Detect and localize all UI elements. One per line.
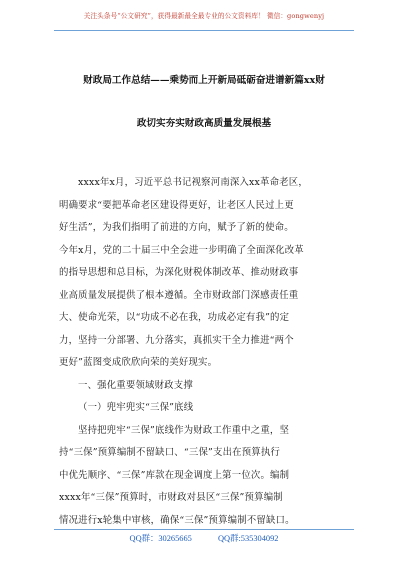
body-line: 更好”蓝图变成欣欣向荣的美好现实。 <box>59 357 218 368</box>
body-line: 中优先顺序、“三保”库款在现金调度上第一位次。编制 <box>59 469 290 481</box>
subsection-heading: （一）兜牢兜实“三保”底线 <box>78 402 194 413</box>
section-heading: 一、强化重要领域财政支撑 <box>78 379 193 391</box>
body-line: xxxx年x月，习近平总书记视察河南深入xx革命老区， <box>78 177 308 188</box>
footer <box>54 533 354 545</box>
document-title-line-1: 财政局工作总结——乘势而上开新局砥砺奋进谱新篇xx财 <box>83 75 325 86</box>
body-line: 明确要求“要把革命老区建设得更好，让老区人民过上更 <box>59 199 294 211</box>
promo-banner: 关注头条号“公文研究”，获得最新最全最专业的公文资料库！ 微信：gongwenyj <box>83 12 325 20</box>
footer-qq-group-2: QQ群:535304092 <box>217 534 279 543</box>
body-line: 坚持把兜牢“三保”底线作为财政工作重中之重，坚 <box>78 424 290 436</box>
body-line: 业高质量发展提供了根本遵循。全市财政部门深感责任重 <box>59 289 299 301</box>
body-line: 大、使命光荣，以“功成不必在我，功成必定有我”的定 <box>59 312 290 323</box>
body-line: 情况进行x轮集中审核，确保“三保”预算编制不留缺口。 <box>59 514 295 526</box>
footer-divider <box>54 529 354 530</box>
body-line: 好生活”，为我们指明了前进的方向，赋予了新的使命。 <box>59 222 294 233</box>
document-title-line-2: 政切实夯实财政高质量发展根基 <box>136 118 272 129</box>
document-body <box>59 172 359 532</box>
footer-qq-group-1: QQ群：30265665 <box>129 534 192 543</box>
body-line: 力，坚持一分部署、九分落实，真抓实干全力推进“两个 <box>59 334 294 346</box>
header-divider <box>54 30 354 31</box>
body-line: 的指导思想和总目标，为深化财税体制改革、推动财政事 <box>59 267 299 278</box>
body-line: 今年x月，党的二十届三中全会进一步明确了全面深化改革 <box>59 244 304 256</box>
body-line: xxxx年“三保”预算时，市财政对县区“三保”预算编制 <box>59 492 283 503</box>
body-line: 持“三保”预算编制不留缺口、“三保”支出在预算执行 <box>59 447 281 458</box>
